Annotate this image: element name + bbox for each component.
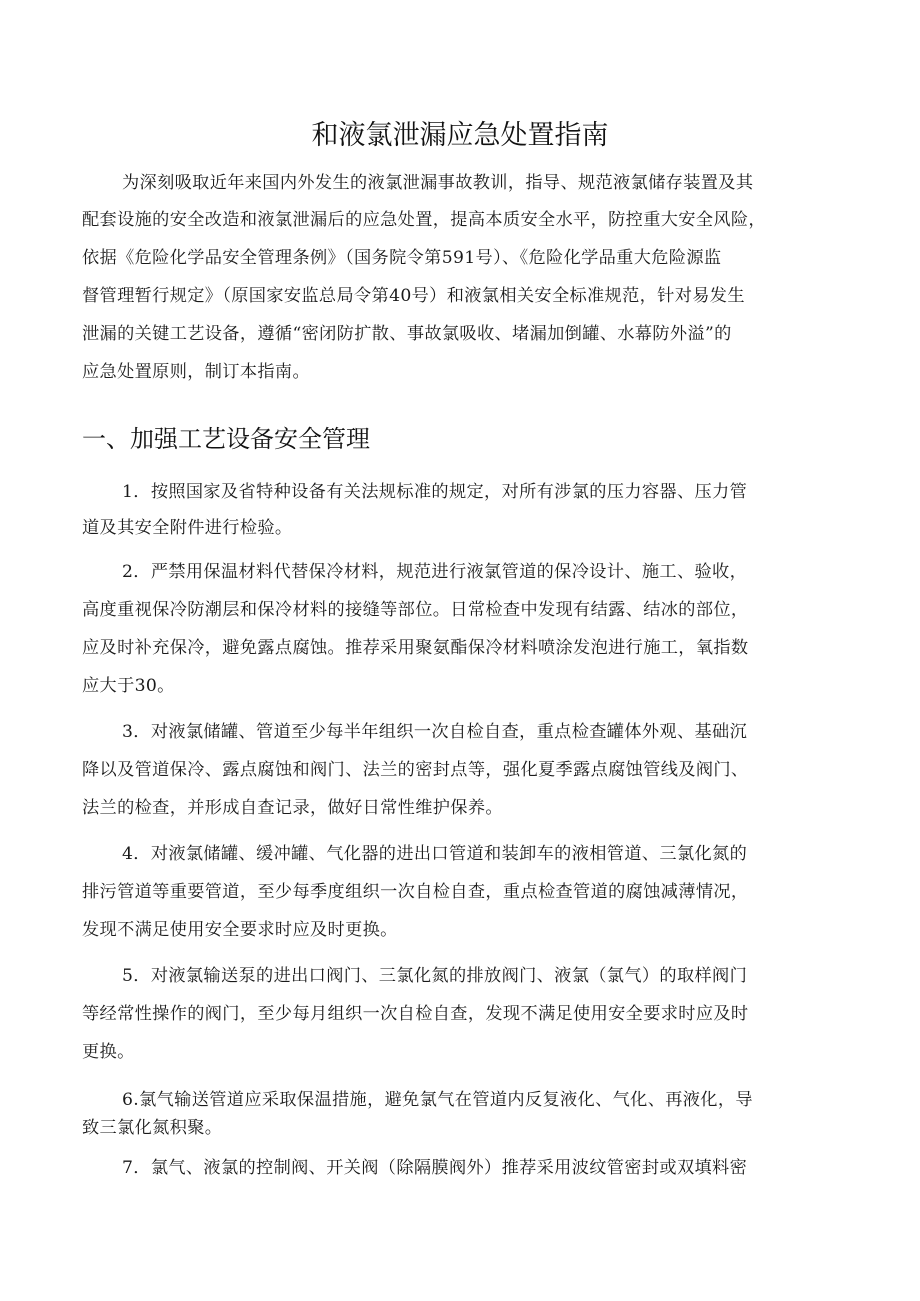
item-line: 1．按照国家及省特种设备有关法规标准的规定，对所有涉氯的压力容器、压力管 [122,482,748,502]
item-line: 发现不满足使用安全要求时应及时更换。 [82,920,398,940]
item-line: 应大于30。 [82,676,175,696]
item-line: 5．对液氯输送泵的进出口阀门、三氯化氮的排放阀门、液氯（氯气）的取样阀门 [122,966,748,986]
item-line: 排污管道等重要管道，至少每季度组织一次自检自查，重点检查管道的腐蚀减薄情况， [82,882,749,902]
intro-line: 依据《危险化学品安全管理条例》（国务院令第591号）、《危险化学品重大危险源监 [82,248,722,268]
item-line: 3．对液氯储罐、管道至少每半年组织一次自检自查，重点检查罐体外观、基础沉 [122,722,748,742]
section-heading: 一、加强工艺设备安全管理 [82,425,370,453]
item-line: 降以及管道保冷、露点腐蚀和阀门、法兰的密封点等，强化夏季露点腐蚀管线及阀门、 [82,760,749,780]
item-line: 应及时补充保冷，避免露点腐蚀。推荐采用聚氨酯保冷材料喷涂发泡进行施工，氧指数 [82,638,749,658]
intro-line: 配套设施的安全改造和液氯泄漏后的应急处置，提高本质安全水平，防控重大安全风险， [82,210,766,230]
item-line: 4．对液氯储罐、缓冲罐、气化器的进出口管道和装卸车的液相管道、三氯化氮的 [122,844,748,864]
item-line: 2．严禁用保温材料代替保冷材料，规范进行液氯管道的保冷设计、施工、验收， [122,562,748,582]
intro-line: 应急处置原则，制订本指南。 [82,362,310,382]
document-title: 和液氯泄漏应急处置指南 [311,120,609,151]
item-line: 等经常性操作的阀门，至少每月组织一次自检自查，发现不满足使用安全要求时应及时 [82,1004,749,1024]
item-line: 6.氯气输送管道应采取保温措施，避免氯气在管道内反复液化、气化、再液化，导 [122,1090,753,1110]
item-line: 7．氯气、液氯的控制阀、开关阀（除隔膜阀外）推荐采用波纹管密封或双填料密 [122,1158,748,1178]
item-line: 道及其安全附件进行检验。 [82,518,293,538]
item-line: 高度重视保冷防潮层和保冷材料的接缝等部位。日常检查中发现有结露、结冰的部位， [82,600,749,620]
intro-line: 为深刻吸取近年来国内外发生的液氯泄漏事故教训，指导、规范液氯储存装置及其 [122,173,754,193]
intro-line: 泄漏的关键工艺设备，遵循“密闭防扩散、事故氯吸收、堵漏加倒罐、水幕防外溢”的 [82,324,732,344]
item-line: 致三氯化氮积聚。 [82,1118,223,1138]
item-line: 更换。 [82,1042,135,1062]
item-line: 法兰的检查，并形成自查记录，做好日常性维护保养。 [82,798,503,818]
intro-line: 督管理暂行规定》（原国家安监总局令第40号）和液氯相关安全标准规范，针对易发生 [82,286,745,306]
